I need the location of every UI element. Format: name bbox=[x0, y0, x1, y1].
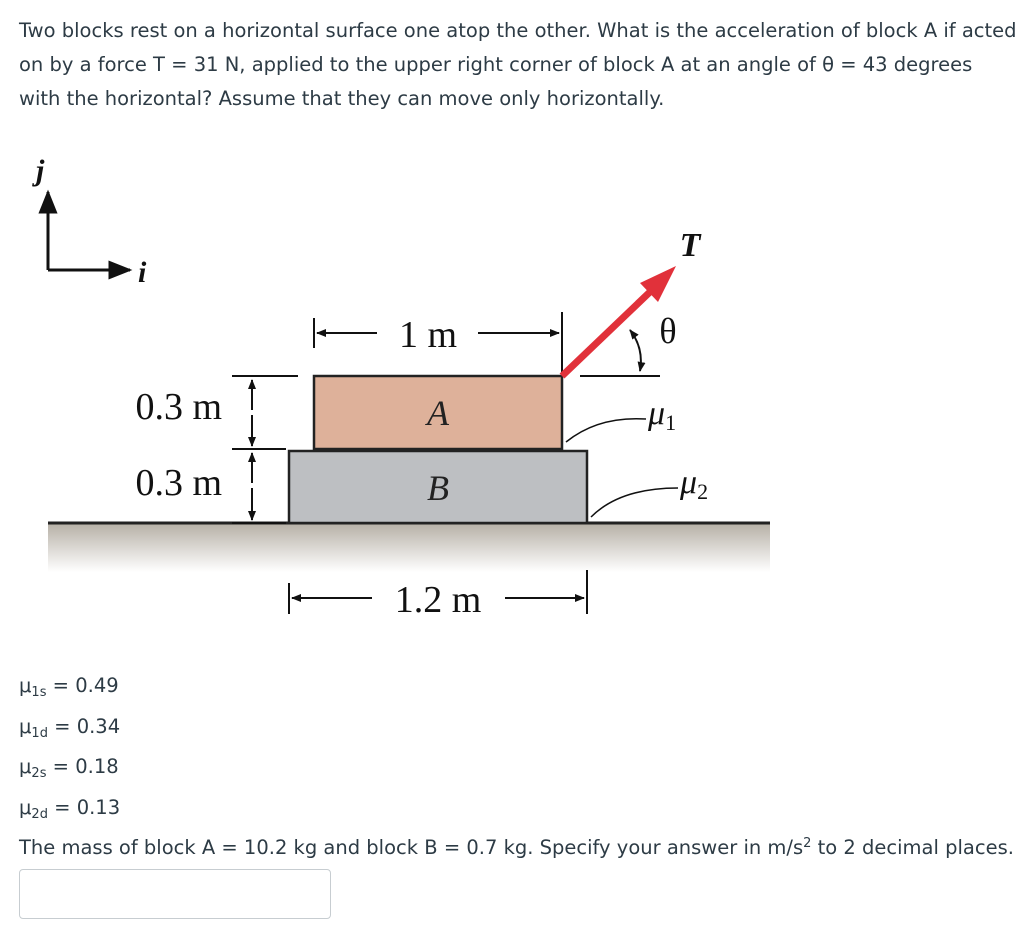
j-axis-label: j bbox=[36, 154, 45, 187]
width-b-label: 1.2 m bbox=[394, 579, 482, 621]
mass-statement: The mass of block A = 10.2 kg and block B = 0.7 kg. Specify your answer in $m/s^2$ to 2 decimal places. bbox=[19, 836, 1014, 859]
ground-surface bbox=[48, 524, 770, 572]
mu1-symbol: μ bbox=[648, 395, 666, 432]
force-t bbox=[562, 227, 702, 376]
dimension-1-2m bbox=[289, 570, 587, 621]
height-b-label: 0.3 m bbox=[135, 462, 222, 504]
angle-label: θ bbox=[659, 311, 677, 351]
param-mu1s: $\mu_{1s} = 0.49$ bbox=[19, 674, 119, 700]
mu2-subscript: 2 bbox=[697, 479, 709, 504]
height-a-label: 0.3 m bbox=[135, 386, 222, 428]
mu1-subscript: 1 bbox=[665, 410, 677, 435]
force-arrow bbox=[562, 290, 652, 376]
i-axis-label: i bbox=[138, 256, 147, 289]
block-b-label: B bbox=[427, 468, 449, 508]
param-mu2d: $\mu_{2d} = 0.13$ bbox=[19, 795, 121, 822]
dimension-heights bbox=[135, 376, 298, 523]
param-mu1d: $\mu_{1d} = 0.34$ bbox=[19, 714, 121, 741]
svg-text:μ1 bbox=[647, 395, 676, 435]
friction-mu2 bbox=[591, 464, 708, 517]
friction-mu1 bbox=[566, 395, 676, 442]
force-label: T bbox=[679, 227, 701, 264]
width-a-label: 1 m bbox=[398, 314, 458, 356]
svg-text:μ2 bbox=[679, 464, 708, 504]
block-a-label: A bbox=[427, 393, 449, 433]
param-mu2s: $\mu_{2s} = 0.18$ bbox=[19, 755, 119, 781]
answer-input[interactable] bbox=[19, 869, 331, 919]
dimension-1m bbox=[314, 312, 562, 374]
mu2-symbol: μ bbox=[680, 464, 698, 501]
axes bbox=[32, 154, 147, 289]
question-text: Two blocks rest on a horizontal surface one atop the other. What is the acceleration of block A if acted on by a force T = 31 N, applied to the upper right corner of block A at an angle of θ = 43 degrees with the horizontal? Assume that they can move only horizontally. bbox=[19, 19, 1017, 110]
block-diagram bbox=[0, 130, 1024, 630]
parameters bbox=[19, 669, 1014, 865]
